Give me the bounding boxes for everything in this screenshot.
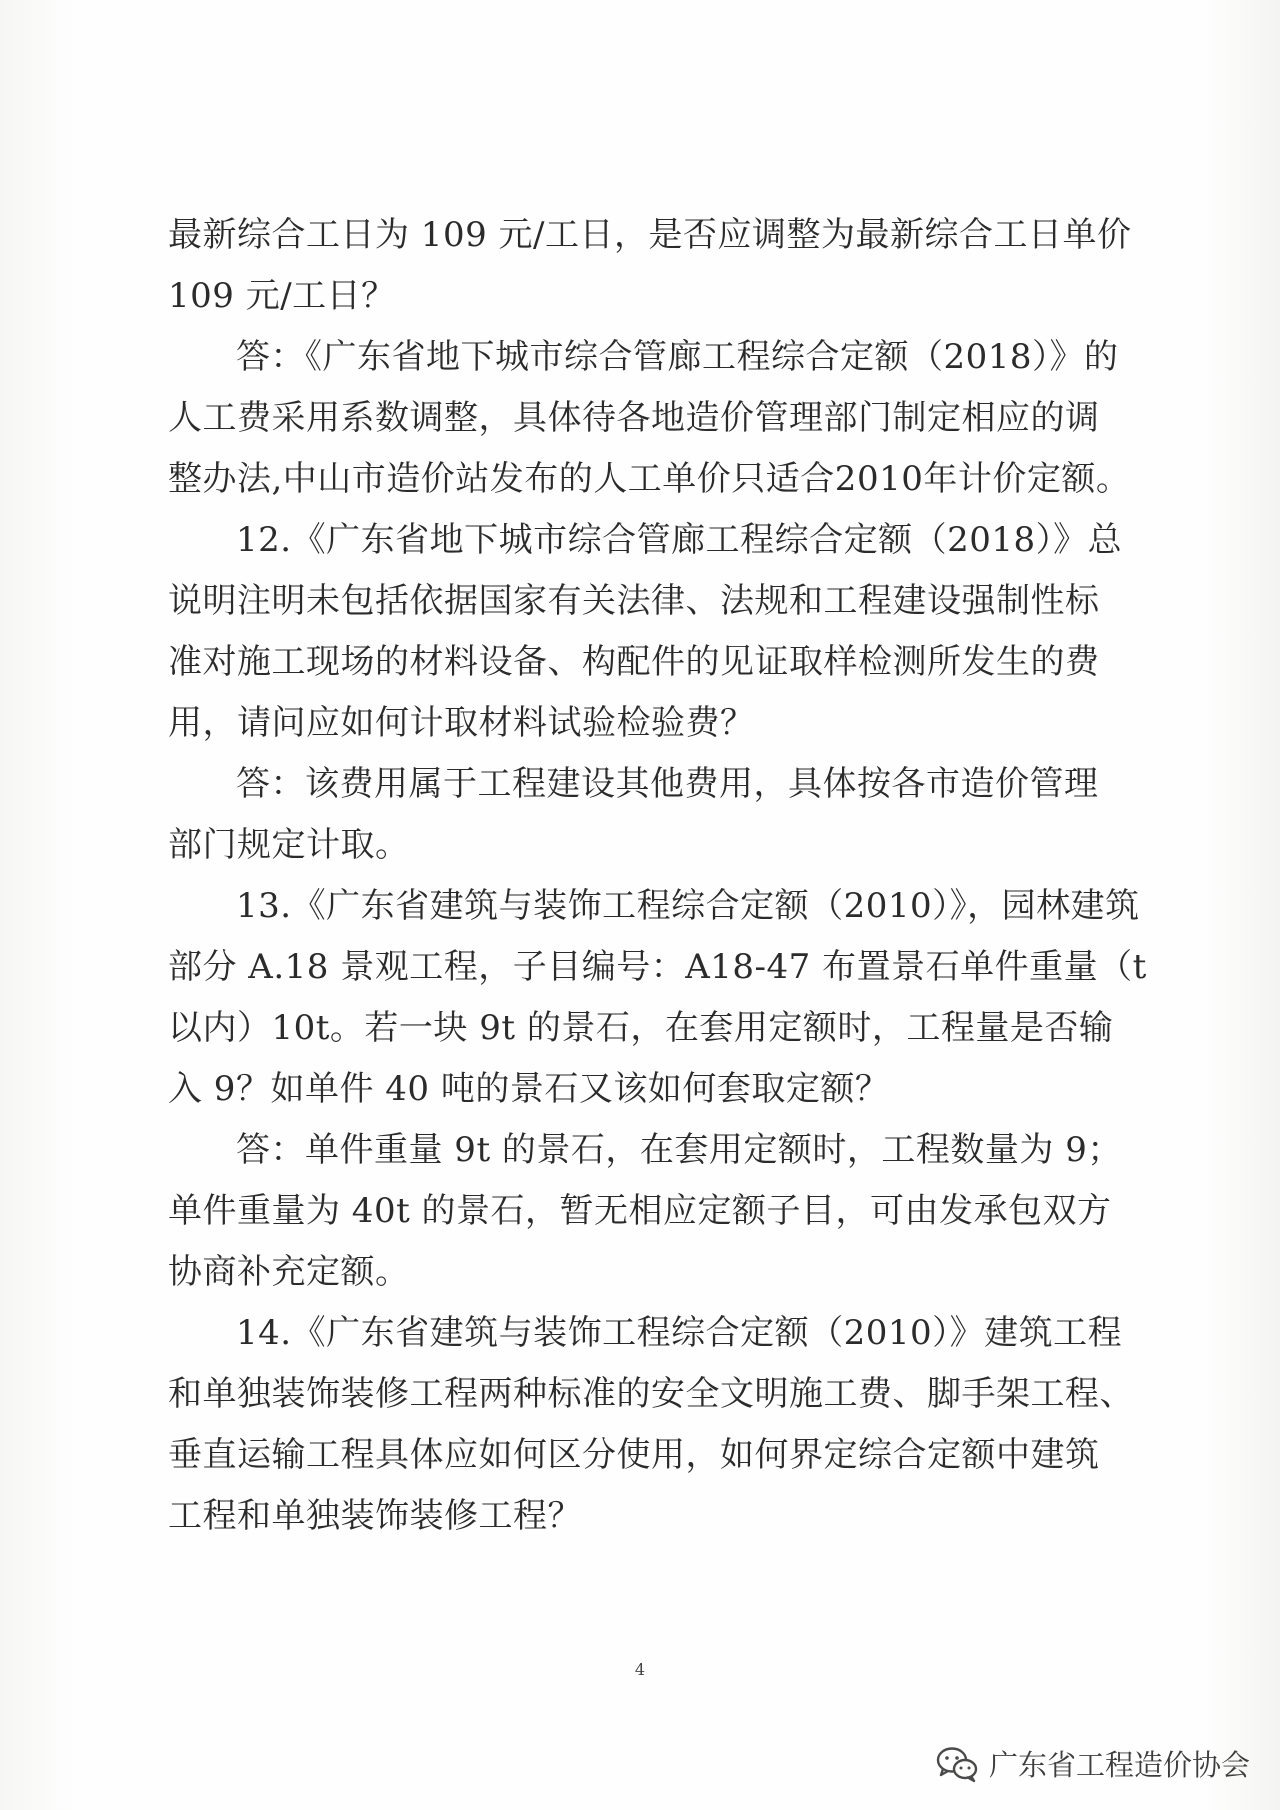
text-line: 准对施工现场的材料设备、构配件的见证取样检测所发生的费	[168, 642, 1100, 682]
text-line: 部门规定计取。	[168, 825, 410, 865]
text-line: 协商补充定额。	[168, 1252, 410, 1292]
text-line: 以内）10t。若一块 9t 的景石，在套用定额时，工程量是否输	[168, 1008, 1114, 1048]
answer-line: 答：《广东省地下城市综合管廊工程综合定额（2018）》的	[236, 337, 1119, 377]
text-line: 最新综合工日为 109 元/工日，是否应调整为最新综合工日单价	[168, 215, 1132, 255]
wechat-icon	[935, 1745, 979, 1783]
answer-line: 答：该费用属于工程建设其他费用，具体按各市造价管理	[236, 764, 1099, 804]
question-line: 12.《广东省地下城市综合管廊工程综合定额（2018）》总	[236, 520, 1123, 560]
answer-line: 答：单件重量 9t 的景石，在套用定额时，工程数量为 9；	[236, 1130, 1122, 1170]
text-line: 工程和单独装饰装修工程？	[168, 1496, 582, 1536]
question-line: 13.《广东省建筑与装饰工程综合定额（2010）》，园林建筑	[236, 886, 1140, 926]
text-line: 单件重量为 40t 的景石，暂无相应定额子目，可由发承包双方	[168, 1191, 1112, 1231]
text-line: 部分 A.18 景观工程，子目编号：A18-47 布置景石单件重量（t	[168, 947, 1147, 987]
text-line: 说明注明未包括依据国家有关法律、法规和工程建设强制性标	[168, 581, 1100, 621]
page-number: 4	[634, 1660, 646, 1679]
text-line: 整办法,中山市造价站发布的人工单价只适合2010年计价定额。	[168, 459, 1131, 499]
watermark-text: 广东省工程造价协会	[988, 1748, 1250, 1782]
text-line: 人工费采用系数调整，具体待各地造价管理部门制定相应的调	[168, 398, 1100, 438]
document-body	[168, 205, 1147, 1547]
source-watermark	[935, 1743, 1250, 1784]
text-line: 和单独装饰装修工程两种标准的安全文明施工费、脚手架工程、	[168, 1374, 1134, 1414]
text-line: 109 元/工日？	[168, 276, 396, 316]
text-line: 垂直运输工程具体应如何区分使用，如何界定综合定额中建筑	[168, 1435, 1100, 1475]
text-line: 用，请问应如何计取材料试验检验费？	[168, 703, 755, 743]
text-line: 入 9？如单件 40 吨的景石又该如何套取定额？	[168, 1069, 890, 1109]
question-line: 14.《广东省建筑与装饰工程综合定额（2010）》建筑工程	[236, 1313, 1123, 1353]
